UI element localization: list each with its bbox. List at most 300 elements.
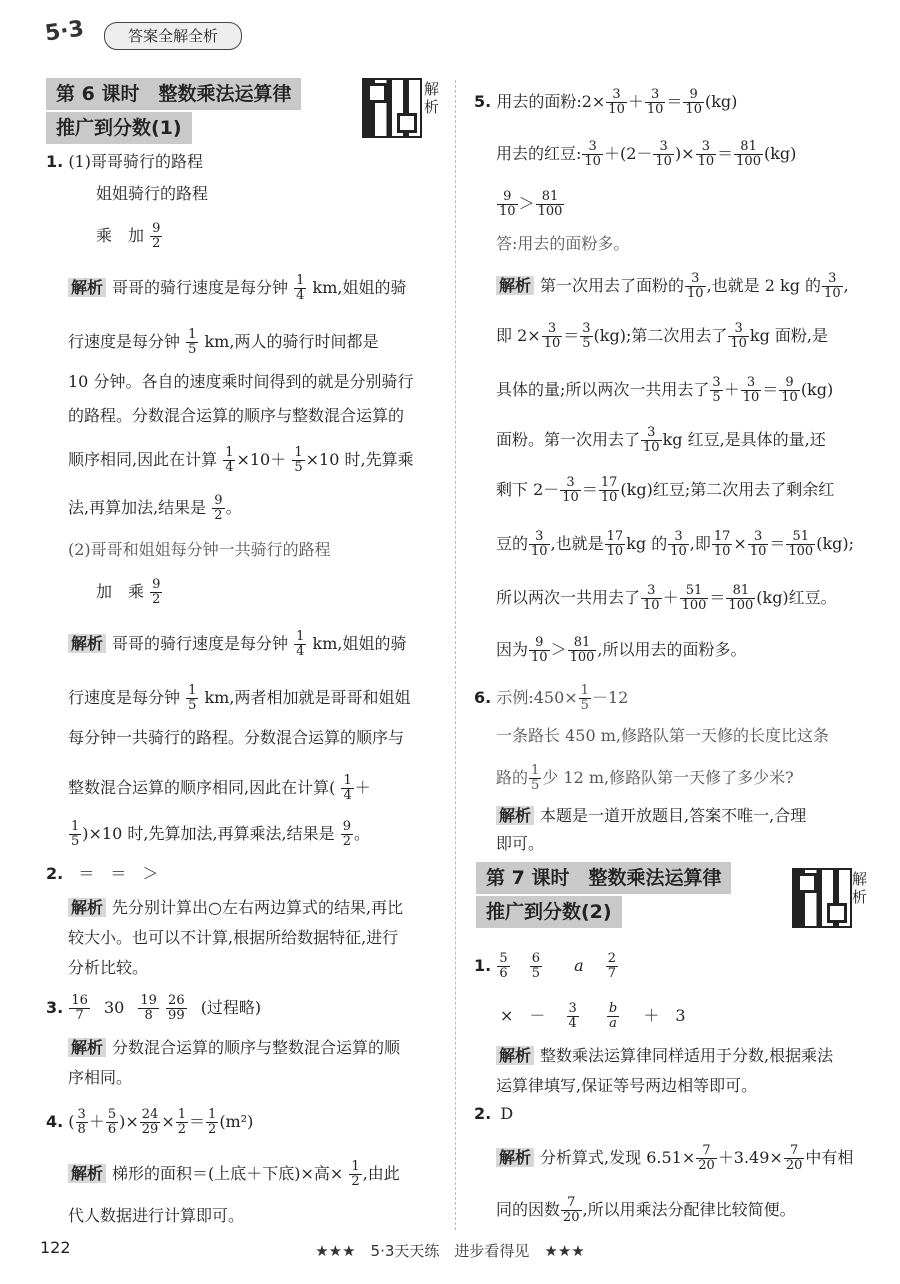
inline-text: 20 [563, 1210, 580, 1225]
fraction [580, 322, 592, 351]
fraction [567, 1002, 579, 1031]
fraction [779, 376, 800, 405]
answer-text: 答:用去的面粉多。 [496, 234, 630, 253]
inline-text: 哥哥的骑行速度是每分钟 [112, 634, 289, 653]
fraction [822, 272, 843, 301]
inline-text: 整数乘法运算律同样适用于分数,根据乘法 [540, 1046, 834, 1065]
inline-text: 100 [728, 598, 754, 613]
analysis-label: 解析 [68, 634, 106, 653]
inline-text: (kg);第二次用去了 [593, 326, 728, 345]
analysis-label: 解析 [68, 1164, 106, 1183]
inline-text: 3 [77, 1107, 86, 1122]
fraction [568, 636, 597, 665]
inline-text: km,姐姐的骑 [312, 634, 407, 653]
fraction [784, 1144, 805, 1173]
inline-text: 少 12 m,修路队第一天修了多少米? [542, 768, 794, 787]
inline-text: 7 [607, 966, 616, 981]
inline-text: 1 [225, 445, 234, 460]
inline-text: 2 [351, 1174, 360, 1189]
fraction [76, 1108, 88, 1137]
inline-text: 3 [696, 140, 717, 155]
inline-text: 1 [177, 1107, 187, 1122]
inline-text: 7 [696, 1144, 717, 1159]
inline-text: ,即 [689, 534, 711, 553]
inline-text: ,由此 [362, 1164, 400, 1183]
inline-text: 本题是一道开放题目,答案不唯一,合理 [540, 806, 807, 825]
inline-text: 10 [643, 598, 660, 613]
fraction [341, 820, 353, 849]
fraction [728, 322, 749, 351]
answer-text: (1)哥哥骑行的路程 [68, 152, 203, 171]
inline-text: 10 [742, 390, 760, 405]
inline-text: 3 [641, 584, 662, 599]
inline-text: 9 [497, 190, 518, 205]
analysis-text: 运算律填写,保证等号两边相等即可。 [496, 1076, 758, 1095]
qr-code-icon [362, 78, 422, 138]
inline-text: 81 [726, 584, 755, 599]
analysis-text: 的路程。分数混合运算的顺序与整数混合运算的 [68, 406, 405, 425]
inline-text: , [843, 276, 849, 295]
inline-text: 3 [582, 321, 591, 336]
inline-text: 1 [343, 773, 352, 788]
inline-text: 30 [103, 998, 125, 1017]
inline-text: 3 [645, 88, 666, 103]
inline-text: 17 [606, 529, 624, 544]
answer-text: 加 乘 [96, 582, 145, 601]
analysis-text: 每分钟一共骑行的路程。分数混合运算的顺序与 [68, 728, 405, 747]
inline-text: 3 [685, 272, 706, 287]
inline-text: 路的 [496, 768, 529, 787]
analysis-label: 解析 [496, 1148, 534, 1167]
fraction [349, 1160, 361, 1189]
analysis-text: 哥哥的骑行速度是每分钟 [112, 278, 289, 297]
inline-text: )×10 时,先算加法,再算乘法,结果是 [82, 824, 335, 843]
fraction [542, 322, 563, 351]
column-divider [455, 80, 456, 1230]
fraction [536, 190, 565, 219]
inline-text: 1 [208, 1107, 217, 1122]
page-number: 122 [40, 1238, 71, 1257]
fraction [786, 530, 815, 559]
inline-text: 100 [537, 204, 563, 219]
question-number: 1. [474, 956, 492, 975]
fraction [645, 88, 666, 117]
fraction [605, 530, 626, 559]
inline-text: 即 2× [496, 326, 541, 345]
fraction [150, 578, 162, 607]
inline-text: 10 [543, 336, 561, 351]
inline-text: 1 [580, 683, 589, 698]
inline-text: 分析算式,发现 6.51× [540, 1148, 696, 1167]
inline-text: 3 [741, 376, 762, 391]
inline-text: 9 [529, 636, 550, 651]
fraction [212, 494, 224, 523]
answer-text: ＝ ＝ ＞ [78, 864, 159, 883]
fraction [69, 994, 90, 1023]
inline-text: 4 [296, 644, 305, 659]
inline-text: 。 [225, 498, 242, 517]
inline-text: 4 [568, 1016, 577, 1031]
qr-label: 解析 [852, 870, 868, 906]
inline-text: 7 [784, 1144, 805, 1159]
inline-text: × － [500, 1006, 546, 1025]
analysis-text: 顺序相同,因此在计算 [68, 450, 218, 469]
inline-text: kg 的 [626, 534, 668, 553]
fraction [683, 88, 704, 117]
inline-text: 2 [214, 508, 223, 523]
inline-text: 8 [144, 1008, 153, 1023]
fraction [292, 446, 304, 475]
fraction [206, 1108, 218, 1137]
fraction [726, 584, 755, 613]
inline-text: 10 [646, 102, 664, 117]
inline-text: 9 [779, 376, 800, 391]
fraction [106, 1108, 118, 1137]
inline-text: 用去的红豆: [496, 144, 582, 163]
inline-text: 10 [781, 390, 798, 405]
inline-text: 7 [561, 1196, 582, 1211]
fraction [712, 530, 733, 559]
inline-text: 3 [712, 375, 721, 390]
inline-text: 3 [668, 530, 689, 545]
inline-text: 10 [749, 544, 767, 559]
analysis-text: km,两人的骑行时间都是 [204, 332, 379, 351]
inline-text: 所以两次一共用去了 [496, 588, 641, 607]
inline-text: 10 [655, 154, 672, 169]
analysis-text: 10 分钟。各自的速度乘时间得到的就是分别骑行 [68, 372, 414, 391]
inline-text: 17 [600, 475, 618, 490]
inline-text: 3 [606, 88, 627, 103]
inline-text: 2 [177, 1122, 187, 1137]
inline-text: D [500, 1104, 514, 1123]
inline-text: 29 [141, 1122, 159, 1137]
inline-text: 19 [140, 993, 157, 1008]
analysis-text: 分析比较。 [68, 958, 149, 977]
fraction [599, 476, 620, 505]
fraction [166, 994, 187, 1023]
fraction [530, 952, 542, 981]
inline-text: －12 [591, 688, 629, 707]
fraction [561, 1196, 582, 1225]
inline-text: 5 [107, 1107, 117, 1122]
inline-text: )× [674, 144, 695, 163]
inline-text: 1 [531, 763, 540, 778]
fraction [641, 584, 662, 613]
inline-text: 1 [188, 683, 197, 698]
inline-text: 同的因数 [496, 1200, 561, 1219]
inline-text: 3 [653, 140, 674, 155]
inline-text: 24 [141, 1107, 159, 1122]
answer-text: 乘 加 [96, 226, 145, 245]
analysis-text: 较大小。也可以不计算,根据所给数据特征,进行 [68, 928, 399, 947]
inline-text: 26 [168, 993, 185, 1008]
fraction [582, 140, 603, 169]
inline-text: 5 [712, 390, 721, 405]
inline-text: 51 [680, 584, 709, 599]
inline-text: 99 [168, 1008, 185, 1023]
fraction [529, 636, 550, 665]
inline-text: 2 [152, 236, 161, 251]
fraction [668, 530, 689, 559]
analysis-text: 代人数据进行计算即可。 [68, 1206, 245, 1225]
inline-text: 81 [536, 190, 565, 205]
inline-text: 6 [499, 966, 508, 981]
analysis-label: 解析 [496, 1046, 534, 1065]
inline-text: a [574, 956, 584, 975]
analysis-text: 行速度是每分钟 [68, 332, 181, 351]
tagline-badge: 答案全解全析 [104, 22, 242, 50]
question-number: 6. [474, 688, 492, 707]
inline-text: 5 [188, 342, 197, 357]
fraction [138, 994, 159, 1023]
qr-code-icon [792, 868, 852, 928]
analysis-label: 解析 [68, 278, 106, 297]
fraction [607, 1002, 619, 1031]
inline-text: 1 [188, 327, 197, 342]
inline-text: 20 [785, 1158, 803, 1173]
inline-text: 7 [75, 1008, 84, 1023]
inline-text: 16 [71, 993, 88, 1008]
inline-text: 整数混合运算的顺序相同,因此在计算( [68, 778, 336, 797]
fraction [748, 530, 769, 559]
inline-text: 1 [294, 445, 303, 460]
inline-text: 81 [568, 636, 597, 651]
inline-text: 5 [188, 698, 197, 713]
fraction [641, 426, 662, 455]
inline-text: 2 [208, 1122, 217, 1137]
inline-text: 9 [152, 221, 161, 236]
inline-text: 10 [600, 490, 618, 505]
fraction [294, 630, 306, 659]
inline-text: 3 [568, 1001, 577, 1016]
inline-text: 3 [529, 530, 550, 545]
inline-text: 8 [77, 1122, 86, 1137]
fraction [696, 1144, 717, 1173]
fraction [294, 274, 306, 303]
inline-text: ,所以用乘法分配律比较简便。 [582, 1200, 796, 1219]
inline-text: 10 [531, 650, 548, 665]
inline-text: 梯形的面积＝(上底＋下底)×高× [112, 1164, 344, 1183]
analysis-text: 序相同。 [68, 1068, 133, 1087]
inline-text: 3 [560, 476, 581, 491]
section-title-6: 第 6 课时 整数乘法运算律 [46, 78, 301, 110]
inline-text: 3 [582, 140, 603, 155]
inline-text: 2 [607, 951, 616, 966]
inline-text: (m²) [219, 1112, 254, 1131]
inline-text: 。 [354, 824, 371, 843]
inline-text: 10 [531, 544, 548, 559]
inline-text: 5 [582, 336, 591, 351]
inline-text: 20 [698, 1158, 715, 1173]
inline-text: b [608, 1001, 618, 1016]
inline-text: ,也就是 [550, 534, 604, 553]
answer-text: (2)哥哥和姐姐每分钟一共骑行的路程 [68, 540, 331, 559]
brand-logo: 5·3 [43, 16, 86, 47]
inline-text: 3 [641, 426, 662, 441]
inline-text: a [609, 1016, 617, 1031]
inline-text: 10 [730, 336, 747, 351]
inline-text: 10 [608, 102, 625, 117]
inline-text: (过程略) [200, 998, 262, 1017]
inline-text: 先分别计算出○左右两边算式的结果,再比 [112, 898, 404, 917]
inline-text: 100 [736, 154, 761, 169]
fraction [710, 376, 722, 405]
fraction [685, 272, 706, 301]
inline-text: 5 [71, 834, 80, 849]
inline-text: 具体的量;所以两次一共用去了 [496, 380, 710, 399]
inline-text: 2 [152, 592, 161, 607]
inline-text: 5 [531, 778, 540, 793]
inline-text: 3 [728, 322, 749, 337]
section-subtitle-6: 推广到分数(1) [46, 112, 192, 144]
analysis-label: 解析 [496, 276, 534, 295]
inline-text: 10 [643, 440, 660, 455]
inline-text: (kg)红豆;第二次用去了剩余红 [620, 480, 835, 499]
fraction [653, 140, 674, 169]
analysis-label: 解析 [496, 806, 534, 825]
inline-text: 9 [342, 819, 352, 834]
fraction [606, 952, 618, 981]
inline-text: ×10 时,先算乘 [305, 450, 414, 469]
inline-text: ＋(2－ [603, 144, 653, 163]
inline-text: 81 [734, 140, 763, 155]
inline-text: 4 [225, 460, 234, 475]
fraction [606, 88, 627, 117]
inline-text: kg 红豆,是具体的量,还 [662, 430, 826, 449]
answer-text: 姐姐骑行的路程 [96, 184, 209, 203]
answer-text: 一条路长 450 m,修路队第一天修的长度比这条 [496, 726, 829, 745]
inline-text: (kg); [816, 534, 855, 553]
inline-text: 4 [343, 788, 352, 803]
fraction [696, 140, 717, 169]
inline-text: 5 [294, 460, 303, 475]
inline-text: 10 [685, 102, 702, 117]
inline-text: 10 [562, 490, 579, 505]
inline-text: 5 [531, 966, 540, 981]
fraction [223, 446, 235, 475]
inline-text: (kg) [763, 144, 797, 163]
inline-text: 1 [296, 629, 305, 644]
question-number: 4. [46, 1112, 64, 1131]
inline-text: 豆的 [496, 534, 529, 553]
inline-text: 因为 [496, 640, 529, 659]
fraction [186, 328, 198, 357]
inline-text: 17 [713, 529, 731, 544]
inline-text: 1 [351, 1159, 360, 1174]
inline-text: 10 [499, 204, 516, 219]
inline-text: 3 [822, 272, 843, 287]
fraction [341, 774, 353, 803]
analysis-text: 法,再算加法,结果是 [68, 498, 207, 517]
inline-text: km,两者相加就是哥哥和姐姐 [204, 688, 411, 707]
inline-text: 9 [683, 88, 704, 103]
fraction [734, 140, 763, 169]
question-number: 5. [474, 92, 492, 111]
inline-text: 10 [670, 544, 687, 559]
inline-text: (kg)红豆。 [756, 588, 837, 607]
inline-text: 10 [606, 544, 624, 559]
inline-text: 100 [788, 544, 814, 559]
inline-text: 10 [584, 154, 601, 169]
fraction [140, 1108, 161, 1137]
inline-text: 1 [71, 819, 80, 834]
inline-text: ＋ 3 [643, 1006, 686, 1025]
fraction [529, 530, 550, 559]
inline-text: 9 [214, 493, 223, 508]
inline-text: 示例:450× [496, 688, 578, 707]
fraction [680, 584, 709, 613]
inline-text: 100 [569, 650, 595, 665]
inline-text: ＋ [354, 778, 371, 797]
analysis-label: 解析 [68, 1038, 106, 1057]
inline-text: 2 [342, 834, 352, 849]
fraction [579, 684, 591, 713]
inline-text: × [125, 1112, 139, 1131]
analysis-label: 解析 [68, 898, 106, 917]
inline-text: (kg) [704, 92, 738, 111]
section-title-7: 第 7 课时 整数乘法运算律 [476, 862, 731, 894]
question-number: 1. [46, 152, 64, 171]
page-footer: ★★★ 5·3天天练 进步看得见 ★★★ [315, 1242, 585, 1260]
inline-text: kg 面粉,是 [749, 326, 829, 345]
inline-text: 剩下 2－ [496, 480, 560, 499]
fraction [176, 1108, 188, 1137]
inline-text: 中有相 [805, 1148, 854, 1167]
fraction [186, 684, 198, 713]
inline-text: 行速度是每分钟 [68, 688, 181, 707]
inline-text: 1 [296, 273, 305, 288]
qr-label: 解析 [424, 80, 440, 116]
inline-text: 9 [152, 577, 161, 592]
section-subtitle-7: 推广到分数(2) [476, 896, 622, 928]
question-number: 2. [474, 1104, 492, 1123]
inline-text: (kg) [800, 380, 834, 399]
inline-text: 6 [531, 951, 540, 966]
fraction [741, 376, 762, 405]
inline-text: 10 [687, 286, 704, 301]
inline-text: ,所以用去的面粉多。 [597, 640, 747, 659]
inline-text: ＋3.49× [717, 1148, 783, 1167]
inline-text: 用去的面粉:2× [496, 92, 606, 111]
inline-text: 面粉。第一次用去了 [496, 430, 641, 449]
inline-text: ×10＋ [236, 450, 287, 469]
inline-text: 51 [786, 530, 815, 545]
fraction [529, 764, 541, 793]
inline-text: 4 [296, 288, 305, 303]
inline-text: 3 [542, 322, 563, 337]
inline-text: 3 [748, 530, 769, 545]
inline-text: 10 [713, 544, 731, 559]
inline-text: ,也就是 2 kg 的 [706, 276, 822, 295]
fraction [497, 952, 509, 981]
fraction [497, 190, 518, 219]
question-number: 2. [46, 864, 64, 883]
fraction [150, 222, 162, 251]
fraction [69, 820, 81, 849]
inline-text: 5 [499, 951, 508, 966]
analysis-text: 即可。 [496, 834, 545, 853]
inline-text: 第一次用去了面粉的 [540, 276, 685, 295]
analysis-text: km,姐姐的骑 [312, 278, 407, 297]
inline-text: 100 [681, 598, 707, 613]
inline-text: 分数混合运算的顺序与整数混合运算的顺 [112, 1038, 401, 1057]
fraction [560, 476, 581, 505]
inline-text: 5 [580, 698, 589, 713]
question-number: 3. [46, 998, 64, 1017]
inline-text: 10 [824, 286, 841, 301]
inline-text: 10 [697, 154, 715, 169]
inline-text: 6 [107, 1122, 117, 1137]
